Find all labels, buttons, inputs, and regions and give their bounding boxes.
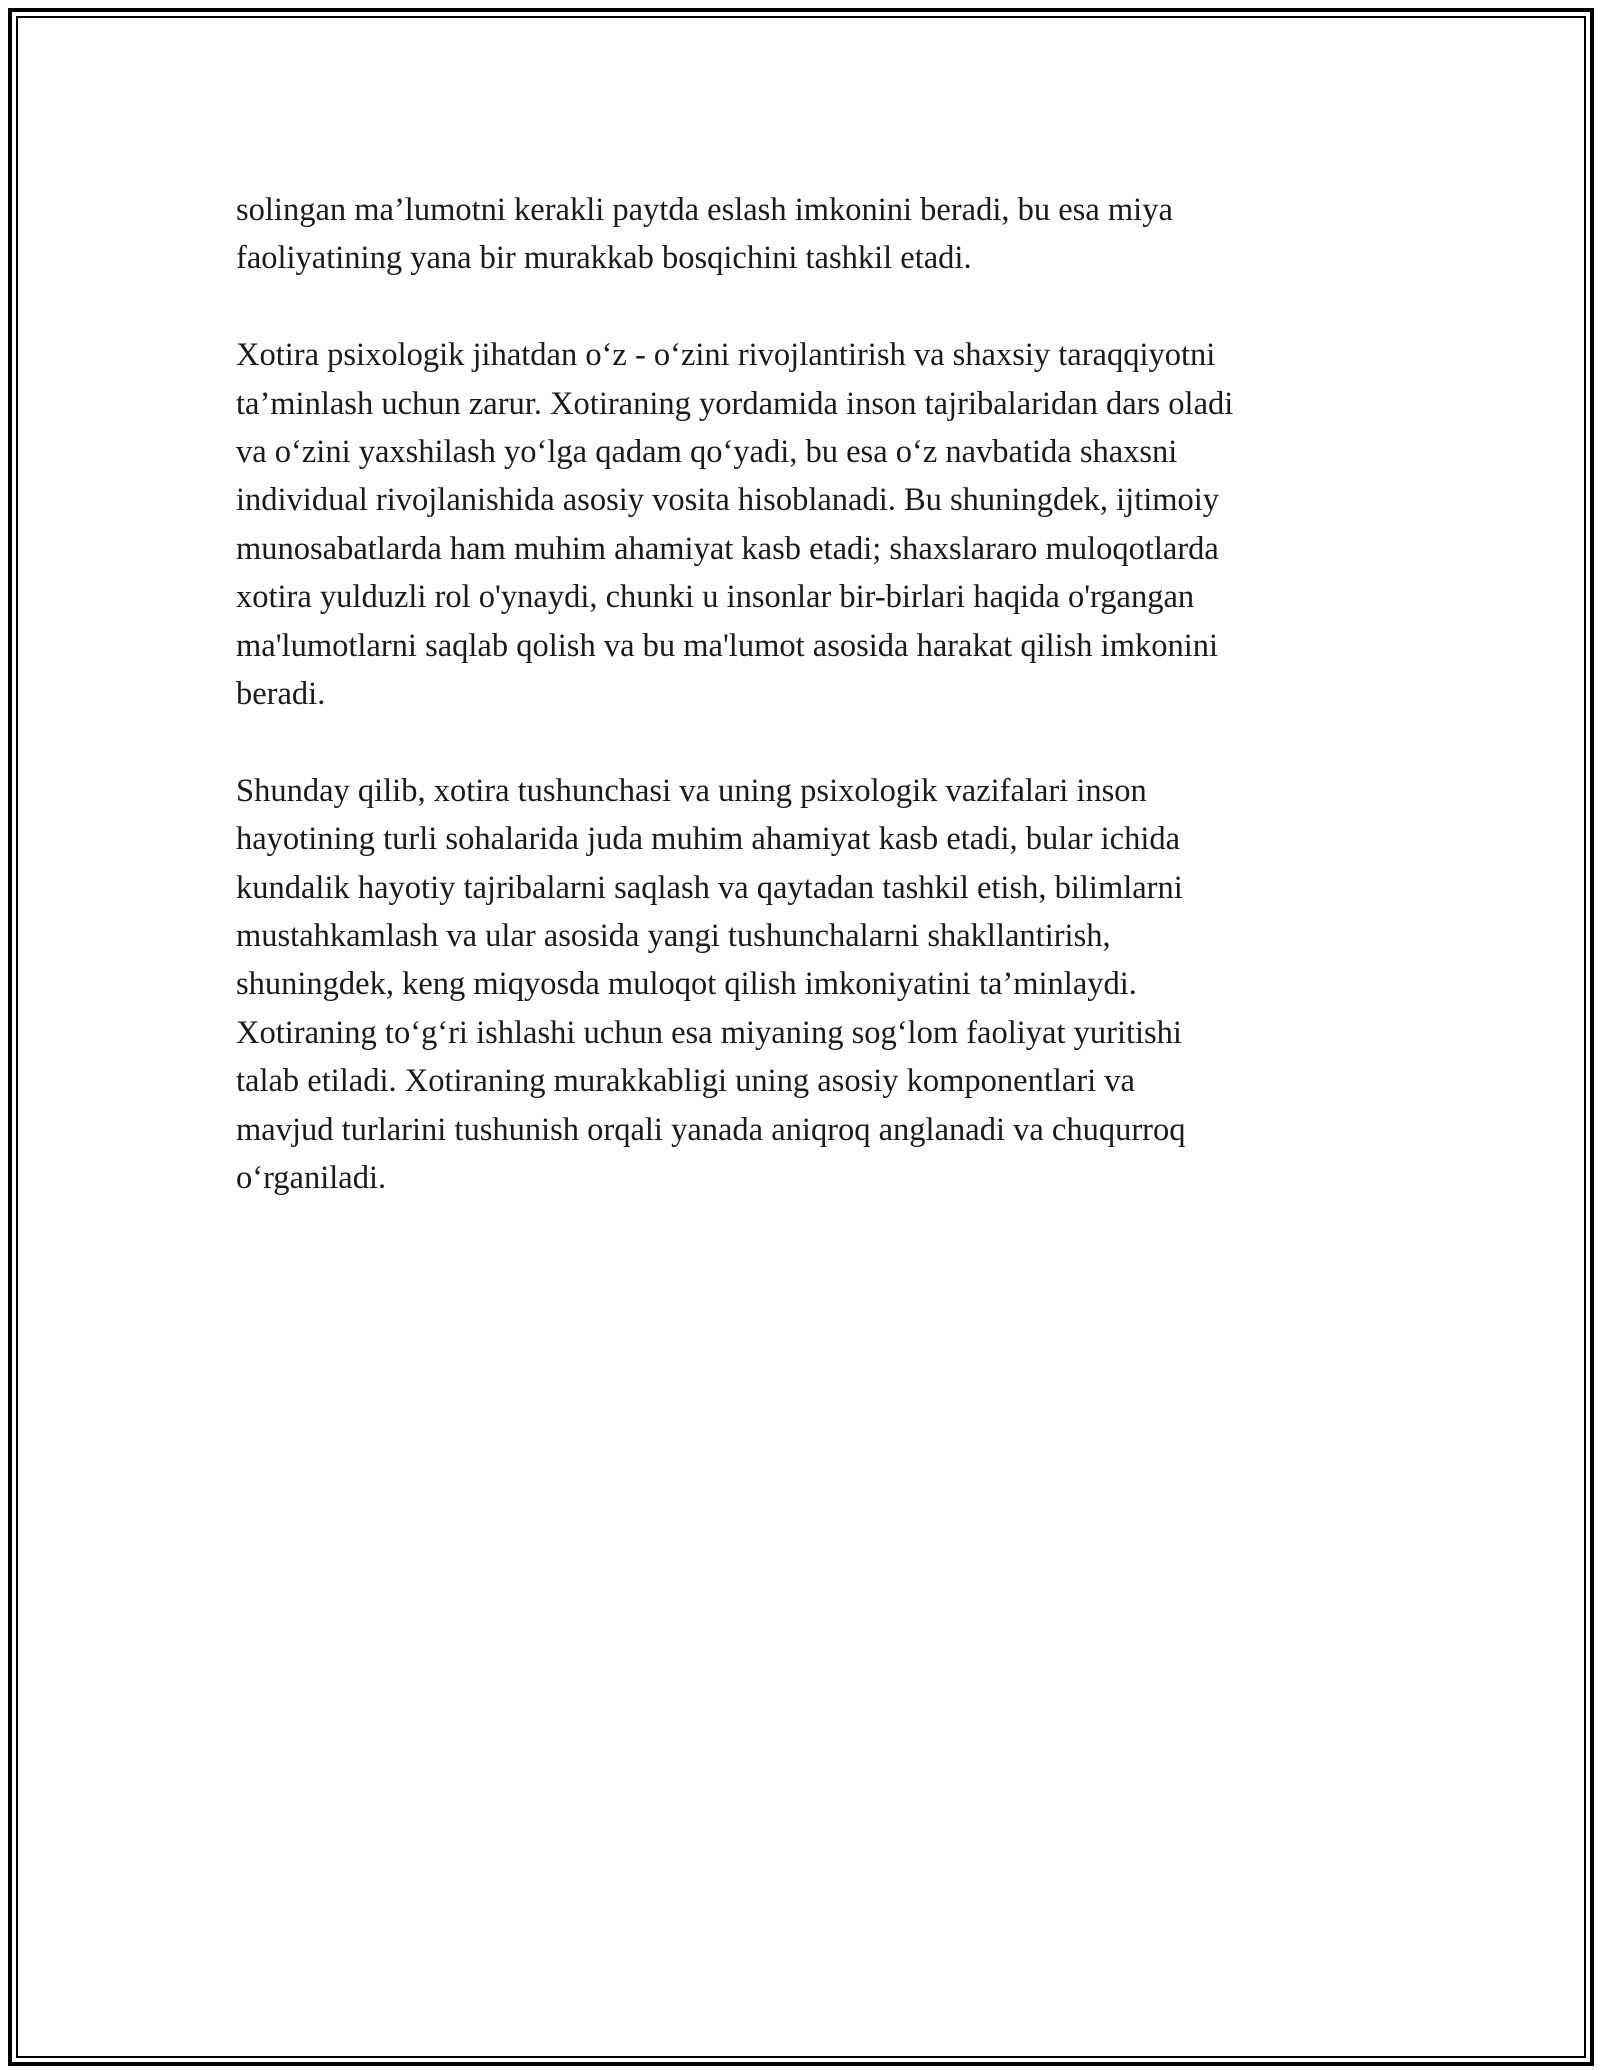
- paragraph-2: Xotira psixologik jihatdan o‘z - o‘zini rivojlantirish va shaxsiy taraqqiyotni ta’minlash uchun zarur. Xotiraning yordamida inson tajribalaridan dars oladi va o‘zini yaxshilash yo‘lga qadam qo‘yadi, bu esa o‘z navbatida shaxsni individual rivojlanishida asosiy vosita hisoblanadi. Bu shuningdek, ijtimoiy munosabatlarda ham muhim ahamiyat kasb etadi; shaxslararo muloqotlarda xotira yulduzli rol o'ynaydi, chunki u insonlar bir-birlari haqida o'rgangan ma'lumotlarni saqlab qolish va bu ma'lumot asosida harakat qilish imkonini beradi.: [236, 337, 1234, 713]
- document-body: [236, 186, 1376, 1251]
- paragraph-1: solingan ma’lumotni kerakli paytda eslash imkonini beradi, bu esa miya faoliyatining yana bir murakkab bosqichini tashkil etadi.: [236, 192, 1173, 277]
- paragraph-3: Shunday qilib, xotira tushunchasi va uning psixologik vazifalari inson hayotining turli sohalarida juda muhim ahamiyat kasb etadi, bular ichida kundalik hayotiy tajribalarni saqlash va qaytadan tashkil etish, bilimlarni mustahkamlash va ular asosida yangi tushunchalarni shakllantirish, shuningdek, keng miqyosda muloqot qilish imkoniyatini ta’minlaydi. Xotiraning to‘g‘ri ishlashi uchun esa miyaning sog‘lom faoliyat yuritishi talab etiladi. Xotiraning murakkabligi uning asosiy komponentlari va mavjud turlarini tushunish orqali yanada aniqroq anglanadi va chuqurroq o‘rganiladi.: [236, 772, 1186, 1197]
